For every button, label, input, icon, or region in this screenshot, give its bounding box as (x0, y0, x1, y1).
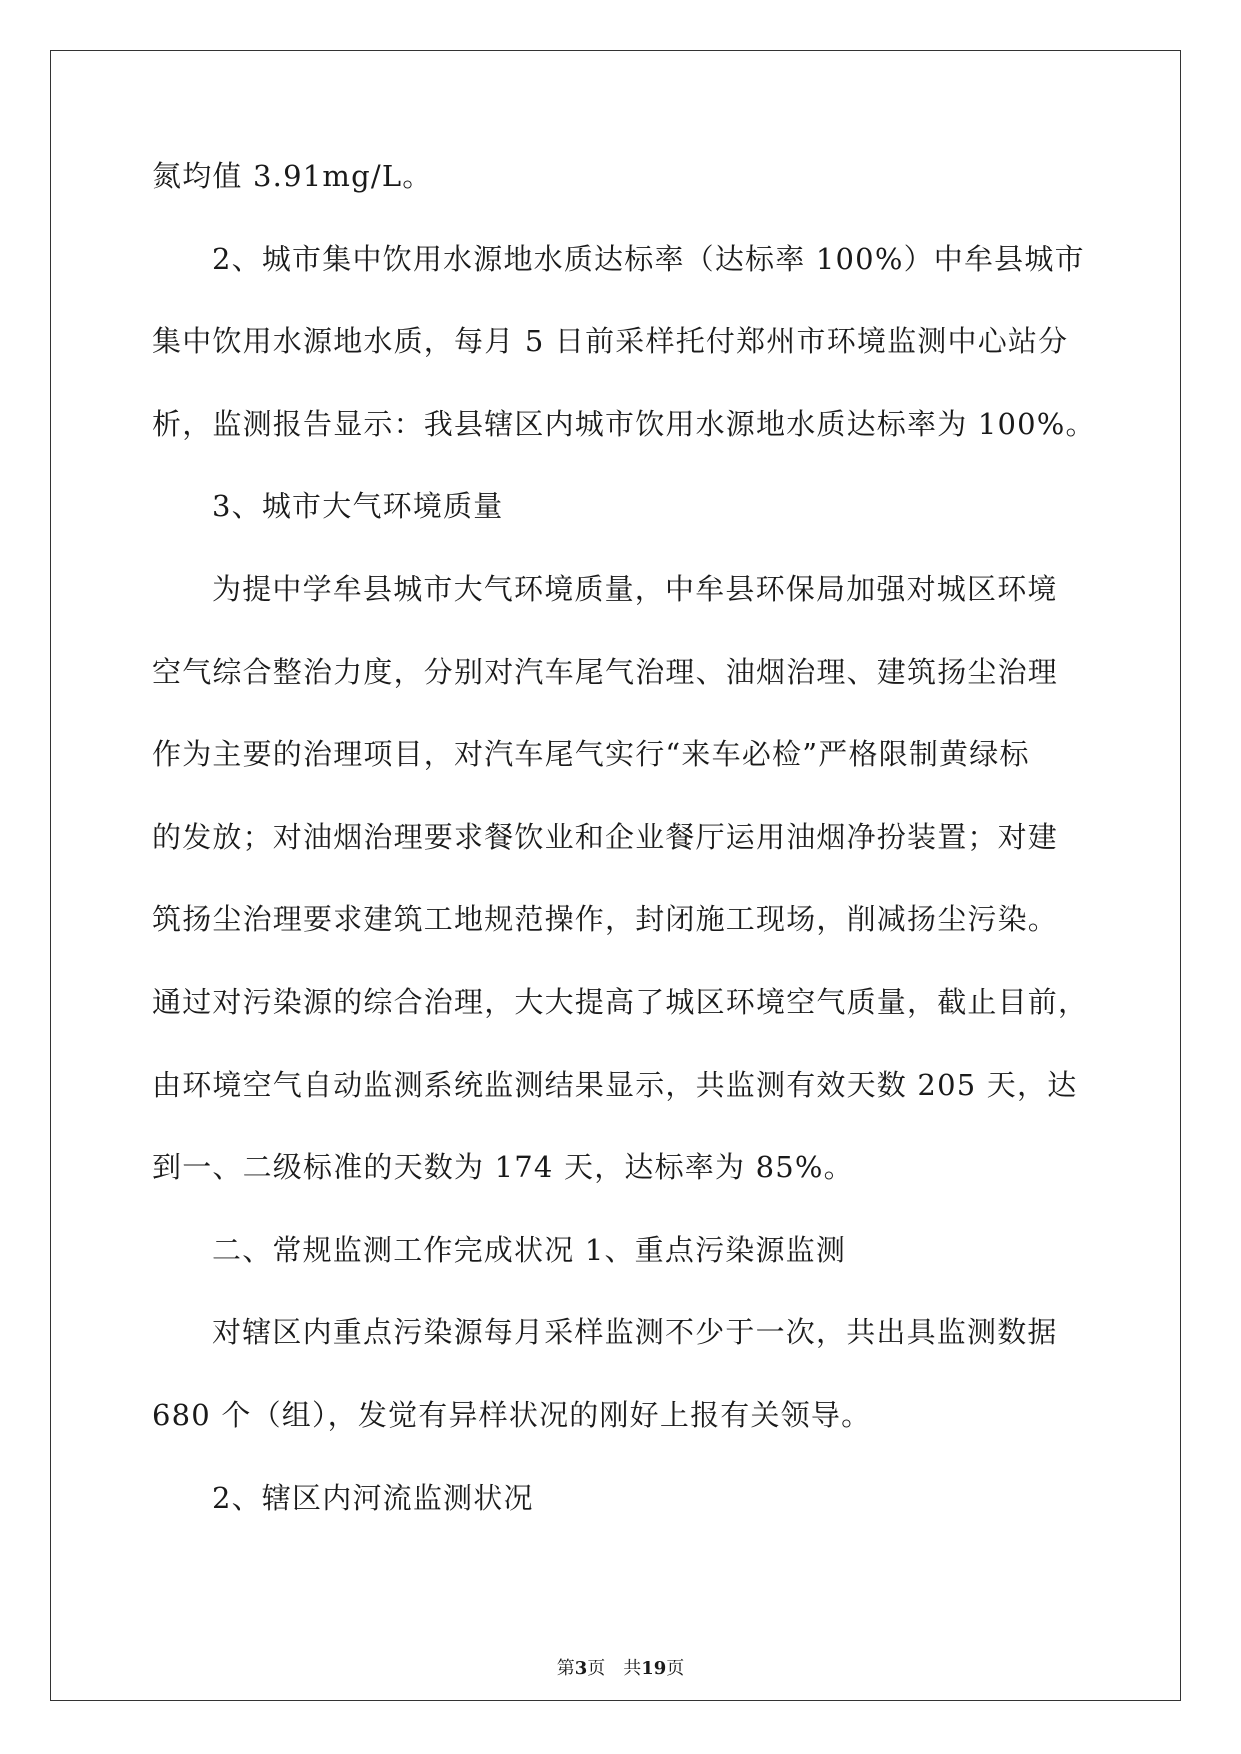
section-heading: 2、辖区内河流监测状况 (212, 1480, 534, 1515)
text-line: 由环境空气自动监测系统监测结果显示，共监测有效天数 205 天，达 (152, 1067, 1078, 1102)
page-footer (0, 1657, 1241, 1681)
text-line: 为提中学牟县城市大气环境质量，中牟县环保局加强对城区环境 (212, 571, 1058, 606)
text-line: 680 个（组），发觉有异样状况的刚好上报有关领导。 (152, 1397, 872, 1432)
section-heading: 二、常规监测工作完成状况 1、重点污染源监测 (212, 1232, 847, 1267)
text-line: 的发放；对油烟治理要求餐饮业和企业餐厅运用油烟净扮装置；对建 (152, 819, 1059, 854)
text-line: 2、城市集中饮用水源地水质达标率（达标率 100%）中牟县城市 (212, 241, 1085, 276)
text-line: 到一、二级标准的天数为 174 天，达标率为 85%。 (152, 1150, 854, 1185)
text-line: 空气综合整治力度，分别对汽车尾气治理、油烟治理、建筑扬尘治理 (152, 654, 1059, 689)
text-line: 筑扬尘治理要求建筑工地规范操作，封闭施工现场，削减扬尘污染。 (152, 902, 1059, 937)
section-heading: 3、城市大气环境质量 (212, 489, 504, 524)
text-line: 集中饮用水源地水质，每月 5 日前采样托付郑州市环境监测中心站分 (152, 324, 1069, 359)
text-line: 作为主要的治理项目，对汽车尾气实行“来车必检”严格限制黄绿标 (152, 737, 1030, 772)
text-line: 对辖区内重点污染源每月采样监测不少于一次，共出具监测数据 (212, 1315, 1058, 1350)
total-pages: 19 (641, 1658, 667, 1679)
page-number: 3 (574, 1658, 588, 1679)
text-line: 氮均值 3.91mg/L。 (152, 159, 433, 193)
document-body (152, 156, 1096, 1560)
page-suffix: 页 (587, 1658, 606, 1679)
page-prefix: 第 (556, 1658, 575, 1679)
total-prefix: 共 (623, 1658, 642, 1679)
total-suffix: 页 (666, 1658, 685, 1679)
text-line: 析，监测报告显示：我县辖区内城市饮用水源地水质达标率为 100%。 (152, 406, 1096, 441)
text-line: 通过对污染源的综合治理，大大提高了城区环境空气质量，截止目前， (152, 984, 1089, 1019)
